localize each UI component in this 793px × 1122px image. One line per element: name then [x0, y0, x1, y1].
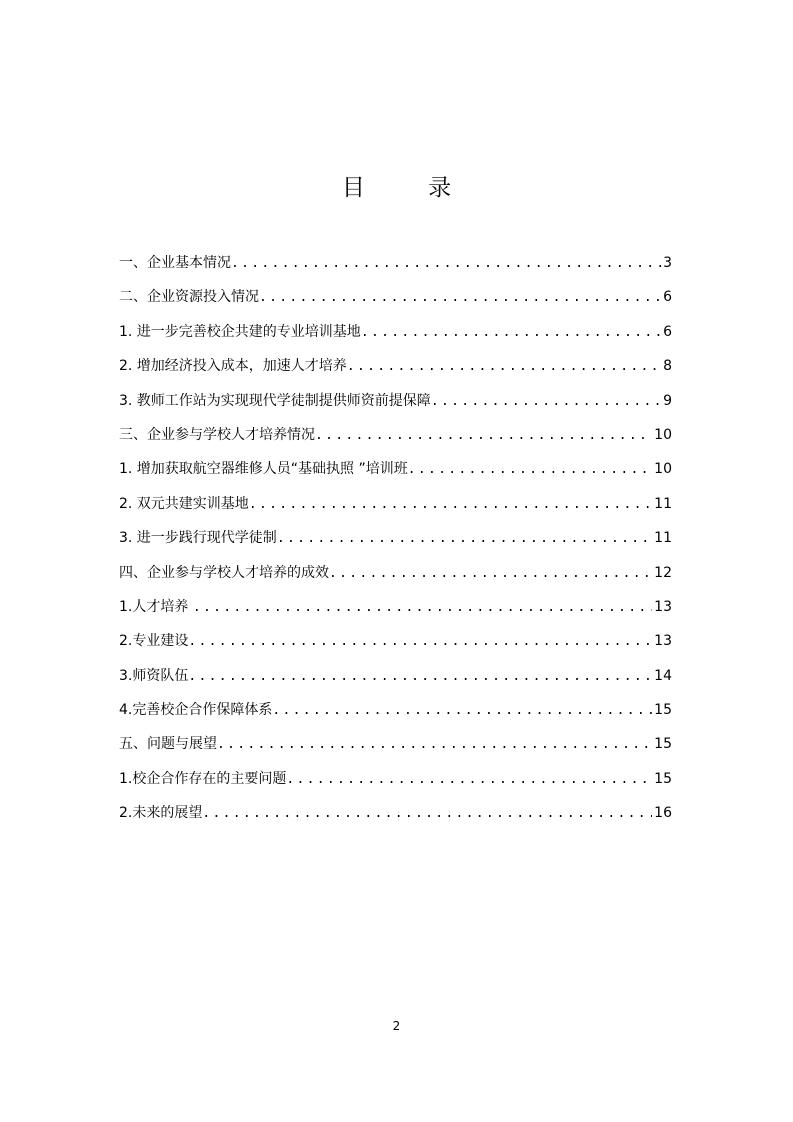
toc-entry-label: 3. 进一步践行现代学徒制: [119, 530, 277, 547]
toc-leader-dots: [277, 522, 652, 555]
toc-leader-dots: [193, 591, 652, 624]
toc-entry[interactable]: [119, 590, 672, 624]
toc-leader-dots: [347, 350, 661, 383]
toc-entry-label: 四、企业参与学校人才培养的成效: [119, 564, 329, 581]
toc-entry-label: 三、企业参与学校人才培养情况: [119, 426, 315, 443]
toc-entry[interactable]: [119, 624, 672, 658]
toc-leader-dots: [188, 660, 652, 693]
toc-entry[interactable]: [119, 452, 672, 486]
toc-entry[interactable]: [119, 693, 672, 727]
toc-entry-label: 2.未来的展望: [119, 805, 203, 822]
toc-entry-page: 16: [654, 805, 672, 822]
toc-entry-page: 11: [654, 530, 672, 547]
toc-entry[interactable]: [119, 727, 672, 761]
toc-leader-dots: [188, 625, 652, 658]
toc-entry-page: 11: [654, 495, 672, 512]
toc-leader-dots: [259, 281, 661, 314]
toc-entry[interactable]: [119, 762, 672, 796]
toc-leader-dots: [272, 694, 652, 727]
toc-entry-label: 2. 双元共建实训基地: [119, 495, 249, 512]
toc-entry-page: 10: [654, 426, 672, 443]
toc-entry[interactable]: [119, 659, 672, 693]
toc-entry-label: 2.专业建设: [119, 633, 189, 650]
toc-entry-page: 15: [654, 770, 672, 787]
toc-entry-label: 1.人才培养: [119, 598, 193, 615]
toc-entry-label: 2. 增加经济投入成本，加速人才培养: [119, 358, 347, 375]
toc-entry-label: 1. 进一步完善校企共建的专业培训基地: [119, 323, 361, 340]
toc-entry-page: 6: [663, 289, 672, 306]
toc-entry-page: 9: [663, 392, 672, 409]
toc-leader-dots: [286, 763, 652, 796]
page-number: 2: [392, 1019, 401, 1033]
toc-entry-page: 10: [654, 461, 672, 478]
toc-entry-page: 14: [654, 667, 672, 684]
toc-entry-label: 4.完善校企合作保障体系: [119, 702, 273, 719]
toc-entry-label: 1. 增加获取航空器维修人员“基础执照 ”培训班: [119, 461, 408, 478]
toc-entry[interactable]: [119, 796, 672, 830]
toc-entry[interactable]: [119, 384, 672, 418]
toc-entry[interactable]: [119, 521, 672, 555]
toc-entry[interactable]: [119, 315, 672, 349]
toc-entry-label: 1.校企合作存在的主要问题: [119, 770, 287, 787]
toc-entry-label: 3. 教师工作站为实现现代学徒制提供师资前提保障: [119, 392, 431, 409]
toc-leader-dots: [231, 247, 661, 280]
toc-leader-dots: [202, 797, 652, 830]
toc-entry-page: 6: [663, 323, 672, 340]
toc-entry-page: 13: [654, 598, 672, 615]
toc-leader-dots: [217, 728, 652, 761]
toc-entry[interactable]: [119, 487, 672, 521]
toc-entry[interactable]: [119, 246, 672, 280]
toc-entry-page: 13: [654, 633, 672, 650]
toc-leader-dots: [315, 419, 652, 452]
toc-entry[interactable]: [119, 280, 672, 314]
toc-entry-label: 五、问题与展望: [119, 736, 217, 753]
table-of-contents: [119, 246, 672, 831]
page-title: 目 录: [341, 175, 480, 201]
toc-leader-dots: [431, 385, 661, 418]
toc-leader-dots: [329, 557, 652, 590]
toc-entry-label: 3.师资队伍: [119, 667, 189, 684]
toc-entry[interactable]: [119, 349, 672, 383]
toc-entry-page: 8: [663, 358, 672, 375]
toc-entry-label: 一、企业基本情况: [119, 255, 231, 271]
toc-leader-dots: [408, 453, 652, 486]
toc-entry-page: 3: [663, 255, 672, 271]
toc-entry-label: 二、企业资源投入情况: [119, 289, 259, 306]
toc-entry[interactable]: [119, 556, 672, 590]
toc-entry-page: 15: [654, 702, 672, 719]
toc-leader-dots: [361, 316, 661, 349]
toc-entry[interactable]: [119, 418, 672, 452]
toc-entry-page: 15: [654, 736, 672, 753]
toc-entry-page: 12: [654, 564, 672, 581]
toc-leader-dots: [249, 488, 652, 521]
